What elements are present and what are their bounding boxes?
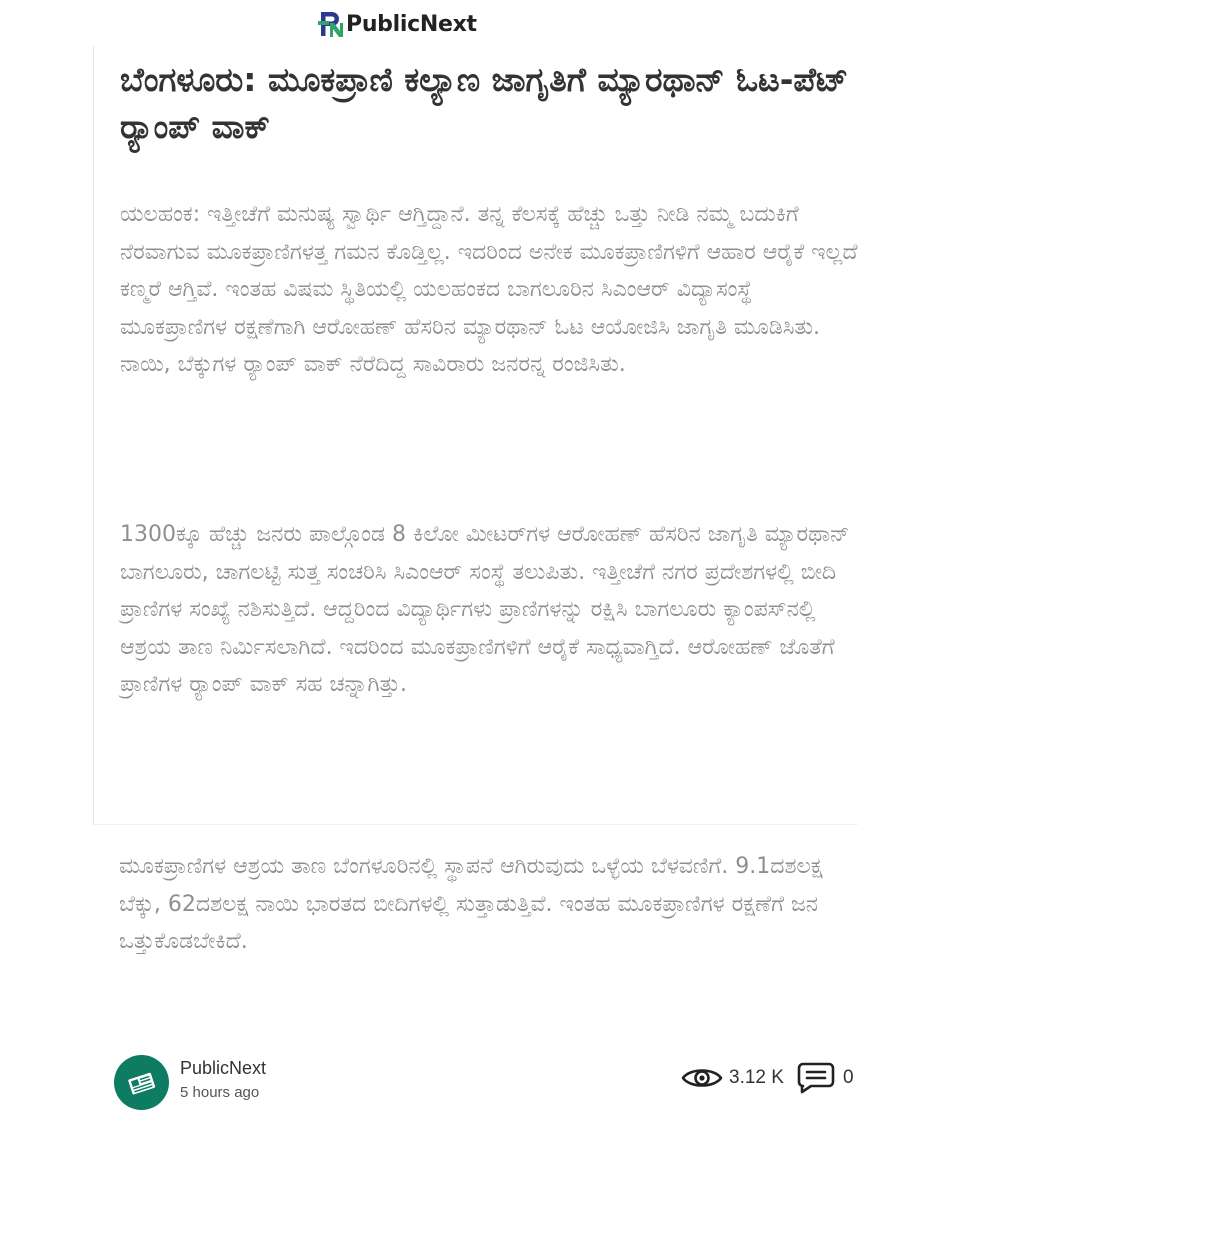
comment-icon[interactable] — [797, 1062, 835, 1094]
newspaper-icon — [126, 1069, 158, 1097]
pn-logo-icon — [318, 10, 344, 38]
eye-icon — [681, 1065, 723, 1091]
article-card — [93, 46, 858, 825]
article-paragraph: ಮೂಕಪ್ರಾಣಿಗಳ ಆಶ್ರಯ ತಾಣ ಬೆಂಗಳೂರಿನಲ್ಲಿ ಸ್ಥಾಪನೆ ಆಗಿರುವುದು ಒಳ್ಳೆಯ ಬೆಳವಣಿಗೆ. 9.1ದಶಲಕ್ಷ ಬೆಕ್ಕು, 62ದಶಲಕ್ಷ ನಾಯಿ ಭಾರತದ ಬೀದಿಗಳಲ್ಲಿ ಸುತ್ತಾಡುತ್ತಿವೆ. ಇಂತಹ ಮೂಕಪ್ರಾಣಿಗಳ ರಕ್ಷಣೆಗೆ ಜನ ಒತ್ತುಕೊಡಬೇಕಿದೆ. — [119, 854, 823, 954]
article-headline[interactable]: ಬೆಂಗಳೂರು: ಮೂಕಪ್ರಾಣಿ ಕಲ್ಯಾಣ ಜಾಗೃತಿಗೆ ಮ್ಯಾರಥಾನ್ ಓಟ-ಪೆಟ್ ರ್‍ಯಾಂಪ್ ವಾಕ್ — [120, 60, 849, 146]
author-name[interactable]: PublicNext — [180, 1058, 267, 1078]
view-count: 3.12 K — [729, 1067, 784, 1088]
site-logo[interactable] — [318, 9, 477, 39]
article-paragraph: ಯಲಹಂಕ: ಇತ್ತೀಚೆಗೆ ಮನುಷ್ಯ ಸ್ವಾರ್ಥಿ ಆಗ್ತಿದ್ದಾನೆ. ತನ್ನ ಕೆಲಸಕ್ಕೆ ಹೆಚ್ಚು ಒತ್ತು ನೀಡಿ ನಮ್ಮ ಬದುಕಿಗೆ ನೆರವಾಗುವ ಮೂಕಪ್ರಾಣಿಗಳತ್ತ ಗಮನ ಕೊಡ್ತಿಲ್ಲ. ಇದರಿಂದ ಅನೇಕ ಮೂಕಪ್ರಾಣಿಗಳಿಗೆ ಆಹಾರ ಆರೈಕೆ ಇಲ್ಲದೆ ಕಣ್ಮರೆ ಆಗ್ತಿವೆ. ಇಂತಹ ವಿಷಮ ಸ್ಥಿತಿಯಲ್ಲಿ ಯಲಹಂಕದ ಬಾಗಲೂರಿನ ಸಿಎಂಆರ್ ವಿದ್ಯಾಸಂಸ್ಥೆ ಮೂಕಪ್ರಾಣಿಗಳ ರಕ್ಷಣೆಗಾಗಿ ಆರೋಹಣ್ ಹೆಸರಿನ ಮ್ಯಾರಥಾನ್ ಓಟ ಆಯೋಜಿಸಿ ಜಾಗೃತಿ ಮೂಡಿಸಿತು. ನಾಯಿ, ಬೆಕ್ಕುಗಳ ರ್‍ಯಾಂಪ್ ವಾಕ್ ನೆರೆದಿದ್ದ ಸಾವಿರಾರು ಜನರನ್ನ ರಂಜಿಸಿತು. — [120, 202, 858, 377]
author-avatar[interactable] — [114, 1055, 169, 1110]
article-paragraph: 1300ಕ್ಕೂ ಹೆಚ್ಚು ಜನರು ಪಾಲ್ಗೊಂಡ 8 ಕಿಲೋ ಮೀಟರ್‌ಗಳ ಆರೋಹಣ್ ಹೆಸರಿನ ಜಾಗೃತಿ ಮ್ಯಾರಥಾನ್ ಬಾಗಲೂರು, ಚಾಗಲಟ್ಟಿ ಸುತ್ತ ಸಂಚರಿಸಿ ಸಿಎಂಆರ್ ಸಂಸ್ಥೆ ತಲುಪಿತು. ಇತ್ತೀಚೆಗೆ ನಗರ ಪ್ರದೇಶಗಳಲ್ಲಿ ಬೀದಿ ಪ್ರಾಣಿಗಳ ಸಂಖ್ಯೆ ನಶಿಸುತ್ತಿದೆ. ಆದ್ದರಿಂದ ವಿದ್ಯಾರ್ಥಿಗಳು ಪ್ರಾಣಿಗಳನ್ನು ರಕ್ಷಿಸಿ ಬಾಗಲೂರು ಕ್ಯಾಂಪಸ್‌ನಲ್ಲಿ ಆಶ್ರಯ ತಾಣ ನಿರ್ಮಿಸಲಾಗಿದೆ. ಇದರಿಂದ ಮೂಕಪ್ರಾಣಿಗಳಿಗೆ ಆರೈಕೆ ಸಾಧ್ಯವಾಗ್ತಿದೆ. ಆರೋಹಣ್ ಜೊತೆಗೆ ಪ್ರಾಣಿಗಳ ರ್‍ಯಾಂಪ್ ವಾಕ್ ಸಹ ಚನ್ನಾಗಿತ್ತು. — [120, 522, 850, 697]
comment-count[interactable]: 0 — [842, 1067, 854, 1088]
author-row — [114, 1055, 859, 1113]
post-time: 5 hours ago — [180, 1084, 260, 1101]
site-logo-text: PublicNext — [346, 11, 477, 37]
article-stats — [681, 1063, 854, 1093]
